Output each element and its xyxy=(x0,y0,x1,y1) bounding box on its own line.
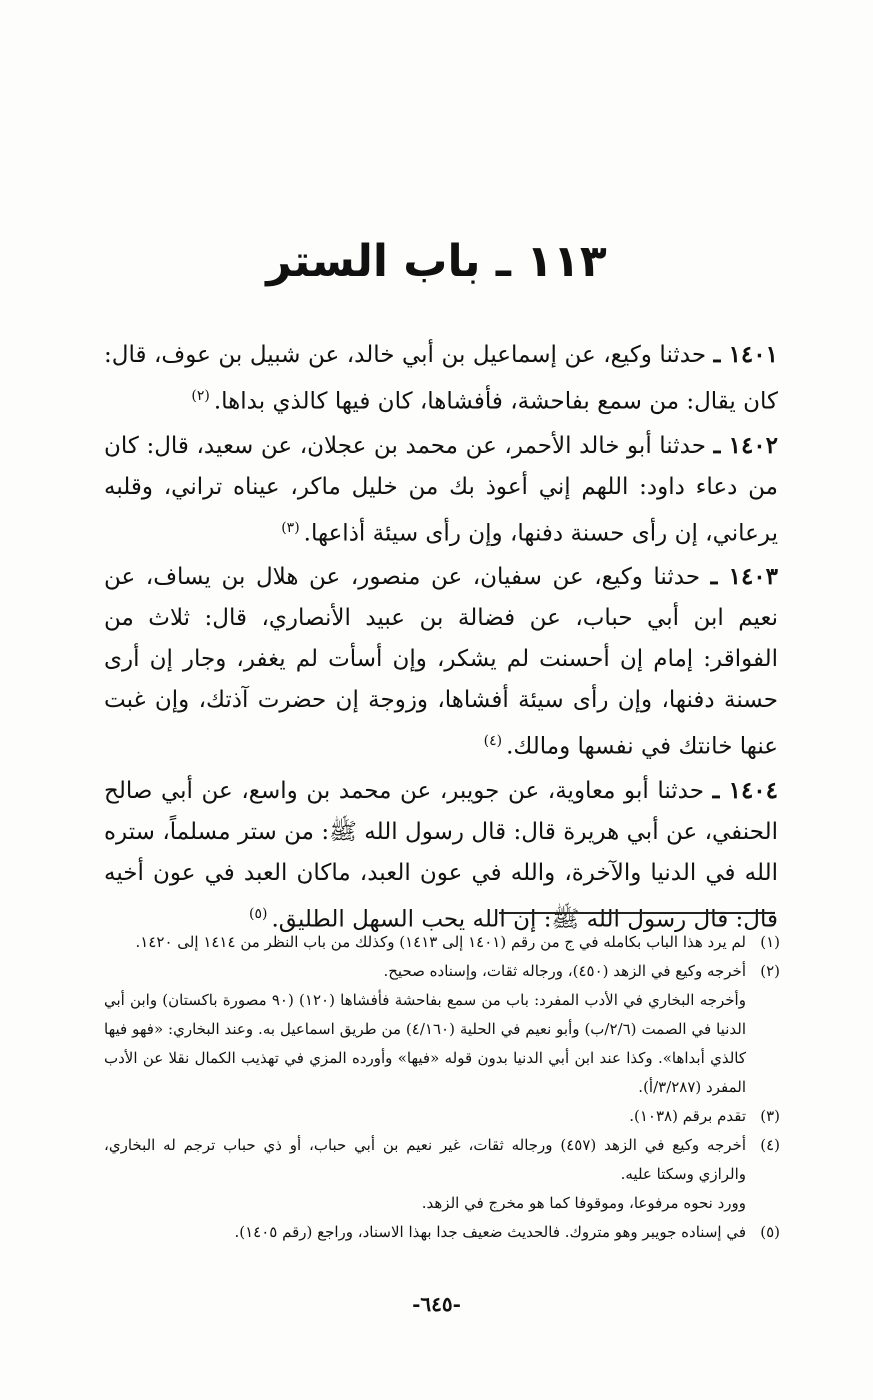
footnote-number: (٣) xyxy=(760,1107,780,1125)
hadith-number: ١٤٠٢ ـ xyxy=(713,431,779,459)
hadith-paragraph xyxy=(104,334,778,423)
footnote-separator xyxy=(499,912,775,914)
footnote xyxy=(104,1102,780,1131)
hadith-text: حدثنا وكيع، عن سفيان، عن منصور، عن هلال بن يساف، عن نعيم ابن أبي حباب، عن فضالة بن عبيد الأنصاري، قال: ثلاث من الفواقر: إمام إن أحسنت لم يشكر، وإن أسأت لم يغفر، وجار إن أرى حسنة دفنها، وإن رأى سيئة أفشاها، وزوجة إن حضرت آذتك، وإن غبت عنها خانتك في نفسها ومالك. xyxy=(104,564,778,760)
footnote-text: لم يرد هذا الباب بكامله في ج من رقم (١٤٠١ إلى ١٤١٣) وكذلك من باب النظر من ١٤١٤ إلى ١٤٢٠. xyxy=(135,933,746,951)
footnote-text: تقدم برقم (١٠٣٨). xyxy=(629,1107,746,1125)
footnote-number: (٥) xyxy=(760,1223,780,1241)
hadith-number: ١٤٠١ ـ xyxy=(713,341,778,368)
footnote-text: في إسناده جويبر وهو متروك. فالحديث ضعيف جدا بهذا الاسناد، وراجع (رقم ١٤٠٥). xyxy=(234,1223,746,1241)
footnote-text: أخرجه وكيع في الزهد (٤٥٧) ورجاله ثقات، غير نعيم بن أبي حباب، أو ذي حباب ترجم له البخاري، والرازي وسكتا عليه. xyxy=(104,1136,746,1183)
footnote-reference: (٤) xyxy=(483,733,503,750)
footnote-number: (٤) xyxy=(760,1136,780,1154)
footnote xyxy=(104,1131,780,1189)
footnote-continuation: وأخرجه البخاري في الأدب المفرد: باب من سمع بفاحشة فأفشاها (١٢٠) (٩٠ مصورة باكستان) وابن أبي الدنيا في الصمت (٢/٦/ب) وأبو نعيم في الحلية (٤/١٦٠) من طريق اسماعيل به. وعند البخاري: «فهو فيها كالذي أبداها». وكذا عند ابن أبي الدنيا بدون قوله «فيها» وأورده المزي في تهذيب الكمال نقلا عن الأدب المفرد (٣/٢٨٧/أ). xyxy=(104,991,746,1096)
footnotes xyxy=(104,928,780,1247)
footnote xyxy=(104,928,780,957)
footnote-continuation: وورد نحوه مرفوعا، وموقوفا كما هو مخرج في الزهد. xyxy=(421,1194,746,1212)
footnote-reference: (٥) xyxy=(249,905,268,922)
footnote-number: (١) xyxy=(760,933,780,951)
hadith-paragraph xyxy=(104,425,778,555)
footnote-reference: (٣) xyxy=(281,519,300,536)
hadith-text: حدثنا أبو معاوية، عن جويبر، عن محمد بن واسع، عن أبي صالح الحنفي، عن أبي هريرة قال: قال رسول الله ﷺ: من ستر مسلماً، ستره الله في الدنيا والآخرة، والله في عون العبد، ماكان العبد في عون أخيه قال: قال رسول الله ﷺ: إن الله يحب السهل الطليق. xyxy=(104,777,778,933)
footnote xyxy=(104,957,780,986)
footnote-text: أخرجه وكيع في الزهد (٤٥٠)، ورجاله ثقات، وإسناده صحيح. xyxy=(383,962,746,980)
hadith-number: ١٤٠٤ ـ xyxy=(712,776,779,804)
hadith-text: حدثنا أبو خالد الأحمر، عن محمد بن عجلان، عن سعيد، قال: كان من دعاء داود: اللهم إني أعوذ بك من خليل ماكر، عيناه تراني، وقلبه يرعاني، إن رأى حسنة دفنها، وإن رأى سيئة أذاعها. xyxy=(104,432,778,547)
hadith-number: ١٤٠٣ ـ xyxy=(710,563,779,591)
footnote-number: (٢) xyxy=(760,962,780,980)
hadith-list xyxy=(104,334,778,943)
footnote xyxy=(104,1218,780,1247)
footnote-reference: (٢) xyxy=(191,388,210,404)
hadith-paragraph xyxy=(104,770,778,941)
page-number: -٦٤٥- xyxy=(412,1292,461,1316)
hadith-text: حدثنا وكيع، عن إسماعيل بن أبي خالد، عن شبيل بن عوف، قال: كان يقال: من سمع بفاحشة، فأفشاها، كان فيها كالذي بداها. xyxy=(104,342,778,415)
chapter-title: ١١٣ ـ باب الستر xyxy=(266,236,607,287)
hadith-paragraph xyxy=(104,556,778,768)
